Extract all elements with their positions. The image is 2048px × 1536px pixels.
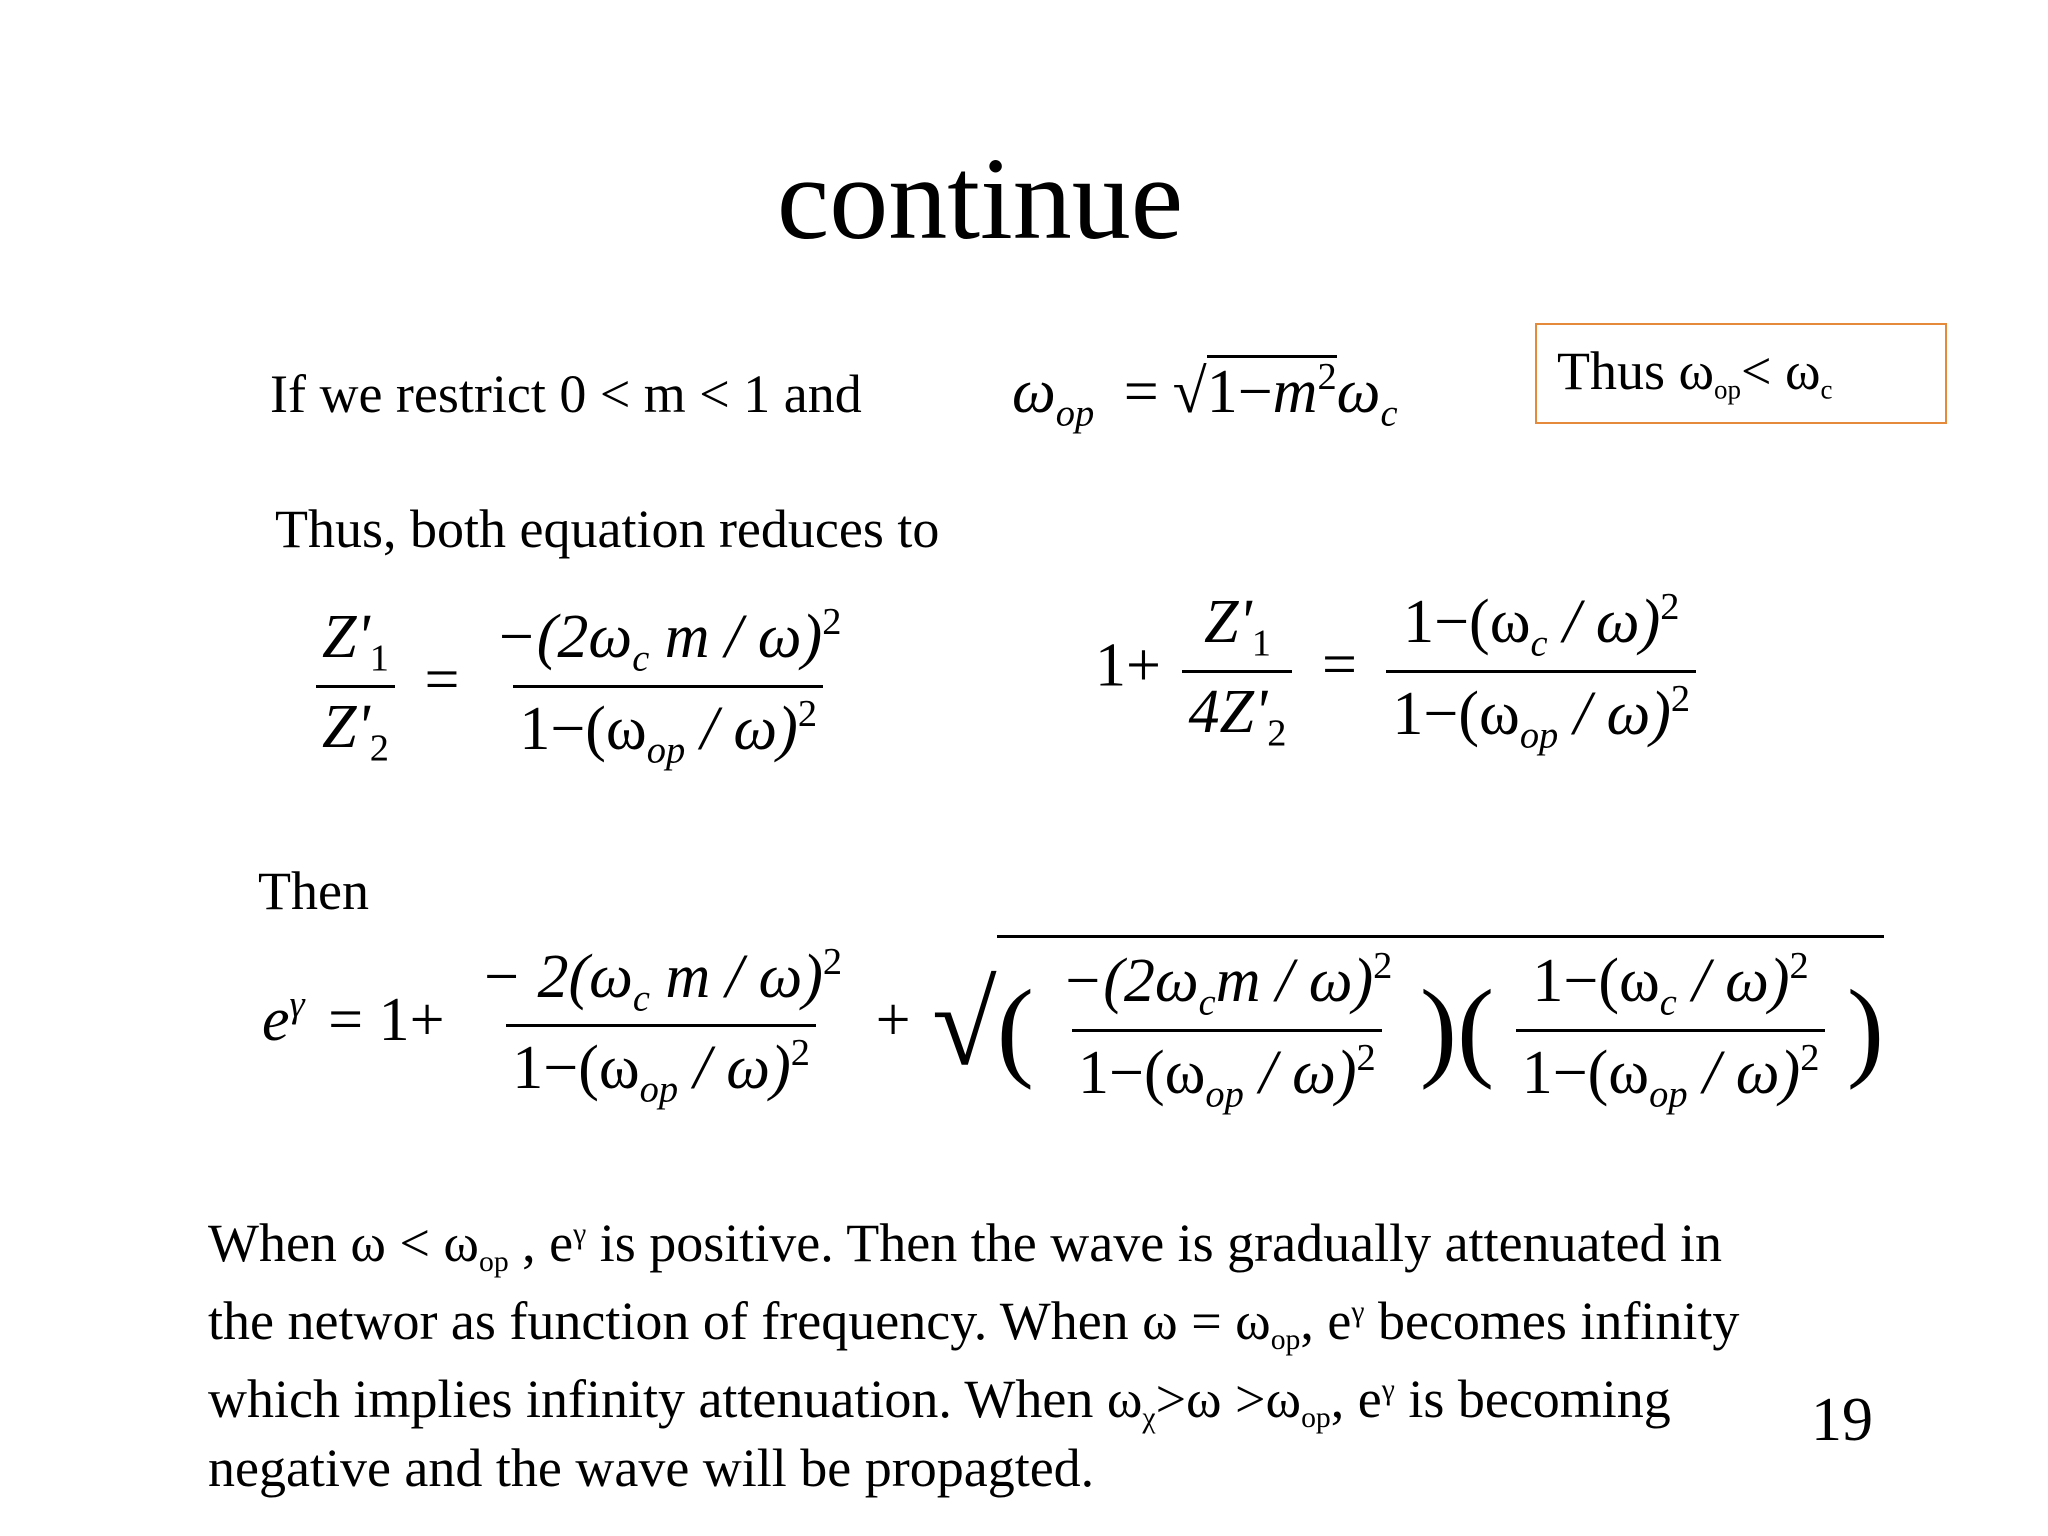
eq3-f2-den-sup: 2 xyxy=(1356,1036,1376,1079)
p1-sub: op xyxy=(478,1246,509,1279)
eq2-rhs-num-sub: c xyxy=(1530,622,1548,665)
eq-equals: = xyxy=(1123,358,1159,427)
rparen-1: ) xyxy=(1419,968,1458,1092)
page-number: 19 xyxy=(1811,1386,1873,1454)
eq3-f2-den-sub: op xyxy=(1205,1073,1244,1116)
eq3-f1-num: − 2(ω xyxy=(480,942,633,1011)
rparen-2: ) xyxy=(1846,968,1885,1092)
p1-a: When ω < ω xyxy=(208,1212,479,1273)
eq1-lhs-num: Z' xyxy=(322,603,370,672)
eq3-f2-den-rest: / ω) xyxy=(1243,1038,1357,1107)
eq3-f2-num-rest: m / ω) xyxy=(1215,947,1374,1016)
p3-d: is becoming xyxy=(1394,1368,1671,1429)
eq2-rhs-den-rest: / ω) xyxy=(1558,679,1671,748)
p3-sub1: χ xyxy=(1142,1402,1156,1435)
eq2-lhs-fraction xyxy=(1182,587,1292,755)
callout-sub1: op xyxy=(1714,374,1742,405)
callout-prefix: Thus ω xyxy=(1557,341,1715,401)
callout-mid: < ω xyxy=(1741,341,1821,401)
eq1-rhs-fraction xyxy=(489,600,847,772)
slide-title: continue xyxy=(776,133,1184,264)
eq3-f1-den-sup: 2 xyxy=(790,1032,810,1075)
eq2-prefix: 1+ xyxy=(1095,631,1161,700)
p2-sub: op xyxy=(1270,1324,1301,1357)
eq-rhs-sub: c xyxy=(1380,392,1398,435)
eq1-rhs-num-rest: m / ω) xyxy=(649,603,823,672)
eq1-rhs-num: −(2ω xyxy=(494,603,633,672)
para-line-4: negative and the wave will be propagted. xyxy=(208,1438,1095,1498)
eq3-fraction-2 xyxy=(1055,944,1398,1116)
eq3-f1-num-rest: m / ω) xyxy=(649,942,823,1011)
eq-lhs-sub: op xyxy=(1055,392,1095,435)
eq3-equals: = 1+ xyxy=(328,985,445,1054)
eq1-rhs-den: 1−(ω xyxy=(519,694,647,763)
p3-c: , e xyxy=(1330,1368,1382,1429)
eq3-f3-den-rest: / ω) xyxy=(1687,1038,1801,1107)
eq3-lhs: e xyxy=(262,985,290,1054)
eq3-fraction-3 xyxy=(1516,944,1826,1116)
eq1-lhs-num-sub: 1 xyxy=(369,637,389,680)
equation-2 xyxy=(1095,585,1702,757)
eq2-rhs-fraction xyxy=(1386,585,1696,757)
eq3-f1-den-rest: / ω) xyxy=(678,1034,791,1103)
eq2-lhs-num: Z' xyxy=(1203,588,1252,657)
eq2-rhs-num-rest: / ω) xyxy=(1547,588,1661,657)
eq2-rhs-den-sub: op xyxy=(1519,714,1559,757)
eq1-rhs-den-sub: op xyxy=(646,729,686,772)
big-sqrt-sign: √ xyxy=(932,960,997,1091)
callout-text xyxy=(1557,340,1833,405)
omega-op-equation xyxy=(1012,355,1398,436)
eq-rad-m: m xyxy=(1272,358,1318,427)
eq1-rhs-den-sup: 2 xyxy=(797,692,818,735)
p3-b: >ω >ω xyxy=(1155,1368,1302,1429)
eq2-rhs-num: 1−(ω xyxy=(1403,588,1531,657)
eq-rad-sup: 2 xyxy=(1317,356,1337,398)
eq3-f2-den: 1−(ω xyxy=(1078,1038,1206,1107)
eq3-lhs-sup: γ xyxy=(289,983,305,1026)
restriction-text: If we restrict 0 < m < 1 and xyxy=(270,364,862,424)
eq1-rhs-den-rest: / ω) xyxy=(685,694,798,763)
p1-b: , e xyxy=(508,1212,574,1273)
eq1-lhs-den: Z' xyxy=(322,692,370,761)
eq3-f3-den: 1−(ω xyxy=(1521,1038,1650,1107)
p3-sup: γ xyxy=(1381,1374,1395,1406)
eq2-rhs-den-sup: 2 xyxy=(1670,677,1691,720)
eq3-f1-den-sub: op xyxy=(639,1068,679,1111)
p1-c: is positive. Then the wave is gradually attenuated in xyxy=(586,1212,1722,1273)
eq3-f2-num: −(2ω xyxy=(1061,947,1199,1016)
eq1-rhs-num-sup: 2 xyxy=(822,601,842,643)
eq3-f2-num-sup: 2 xyxy=(1373,945,1393,987)
eq3-f1-den: 1−(ω xyxy=(512,1034,640,1103)
eq3-f3-num-sub: c xyxy=(1659,981,1677,1024)
eq3-f3-den-sup: 2 xyxy=(1800,1036,1820,1079)
equation-3 xyxy=(262,935,1884,1116)
eq2-lhs-den-sub: 2 xyxy=(1267,711,1287,754)
sqrt-sign: √ xyxy=(1172,358,1207,427)
p3-a: which implies infinity attenuation. When ω xyxy=(208,1368,1143,1429)
eq-rad-a: 1− xyxy=(1206,358,1273,427)
lparen-2: ( xyxy=(1457,968,1495,1092)
eq1-equals: = xyxy=(424,646,460,715)
eq3-f2-num-sub: c xyxy=(1198,981,1216,1024)
eq3-f3-num-sup: 2 xyxy=(1789,945,1809,987)
eq2-lhs-den: 4Z' xyxy=(1188,677,1268,746)
eq1-rhs-num-sub: c xyxy=(632,637,650,680)
then-text: Then xyxy=(258,861,369,921)
reduce-text: Thus, both equation reduces to xyxy=(275,499,940,559)
eq2-rhs-den: 1−(ω xyxy=(1392,679,1520,748)
eq3-plus: + xyxy=(875,985,911,1054)
p2-sup: γ xyxy=(1351,1296,1365,1328)
eq2-lhs-num-sub: 1 xyxy=(1251,622,1271,665)
lparen-1: ( xyxy=(996,968,1034,1092)
p1-sup: γ xyxy=(573,1218,587,1250)
eq-lhs: ω xyxy=(1012,358,1056,427)
eq3-f1-num-sup: 2 xyxy=(822,940,843,983)
eq1-lhs-den-sub: 2 xyxy=(369,726,389,769)
eq2-rhs-num-sup: 2 xyxy=(1660,586,1680,628)
eq3-f1-num-sub: c xyxy=(632,977,650,1020)
eq3-fraction-1 xyxy=(474,940,848,1112)
eq-rhs: ω xyxy=(1336,358,1381,427)
eq2-equals: = xyxy=(1321,631,1357,700)
eq3-f3-den-sub: op xyxy=(1649,1073,1688,1116)
equation-1 xyxy=(310,600,853,772)
p2-c: becomes infinity xyxy=(1364,1290,1740,1351)
callout-sub2: c xyxy=(1820,374,1833,405)
p2-b: , e xyxy=(1300,1290,1352,1351)
eq3-f3-num-rest: / ω) xyxy=(1676,947,1790,1016)
eq1-lhs-fraction xyxy=(316,602,395,770)
p3-sub2: op xyxy=(1301,1402,1331,1435)
p2-a: the networ as function of frequency. When ω = ω xyxy=(208,1290,1271,1351)
eq3-f3-num: 1−(ω xyxy=(1532,947,1660,1016)
